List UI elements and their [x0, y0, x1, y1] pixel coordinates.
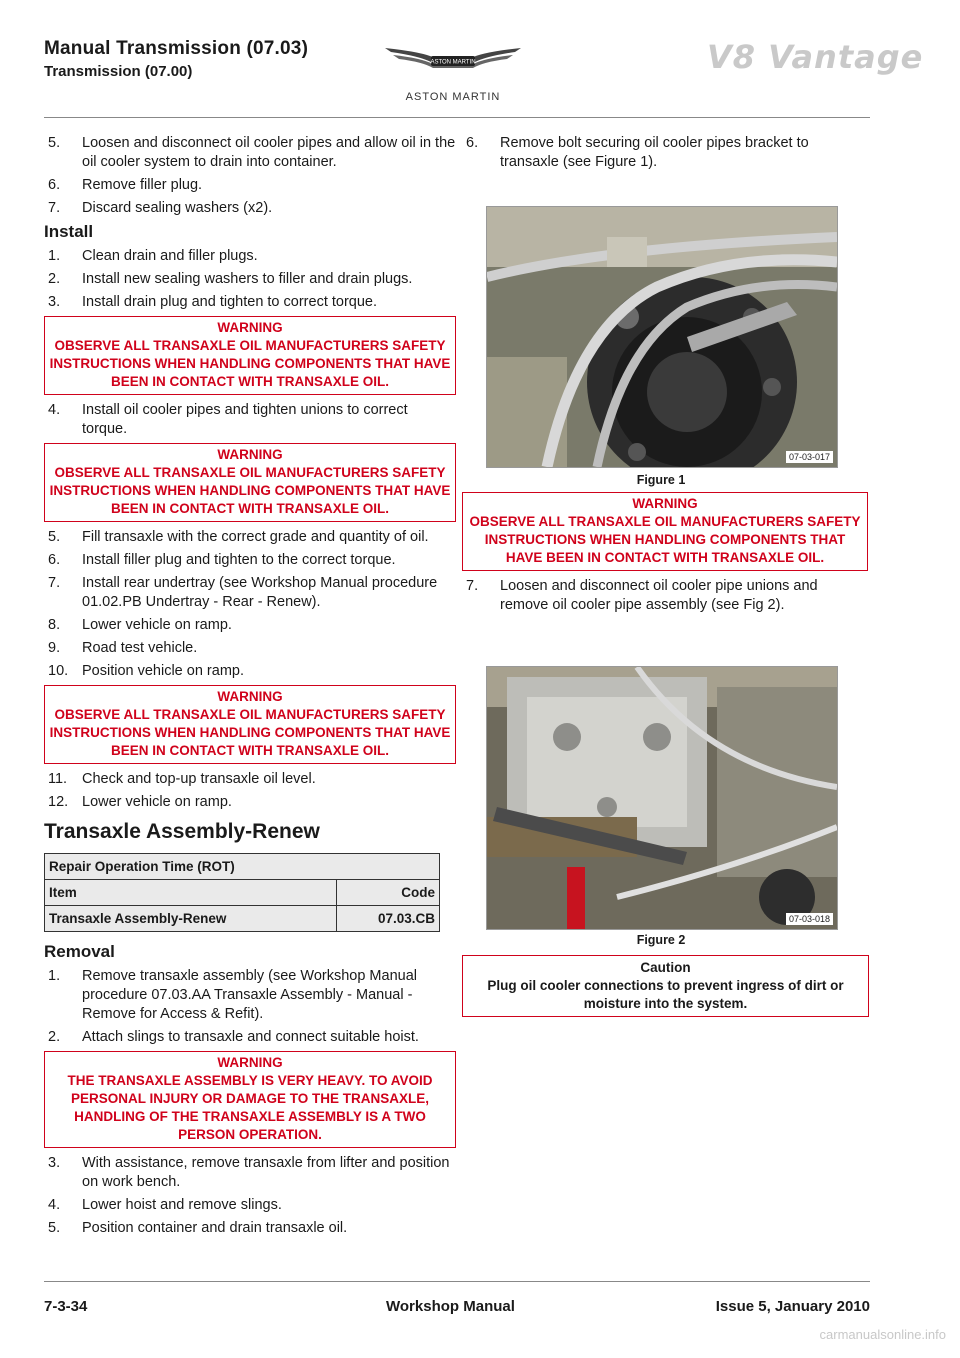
warning-text: OBSERVE ALL TRANSAXLE OIL MANUFACTURERS SAFETY INSTRUCTIONS WHEN HANDLING COMPONENTS THAT HAVE BEEN IN CONTACT WITH TRANSAXLE OIL.	[49, 465, 451, 516]
step-text: Remove transaxle assembly (see Workshop Manual procedure 07.03.AA Transaxle Assembly - Manual - Remove for Access & Refit).	[82, 968, 417, 1022]
step-text: Remove bolt securing oil cooler pipes bracket to transaxle (see Figure 1).	[500, 135, 809, 170]
header-subtitle: Transmission (07.00)	[44, 63, 193, 80]
step-text: Check and top-up transaxle oil level.	[82, 771, 316, 787]
step-number: 3.	[48, 294, 61, 310]
caution-label: Caution	[640, 960, 691, 975]
step-number: 5.	[48, 1220, 61, 1236]
list-item	[44, 528, 456, 547]
figure-2-tag: 07-03-018	[786, 913, 833, 925]
step-number: 11.	[48, 771, 68, 787]
step-text: Road test vehicle.	[82, 640, 198, 656]
warning-box	[44, 1051, 456, 1148]
figure-1-image	[486, 206, 838, 468]
header-divider	[44, 117, 870, 118]
step-number: 2.	[48, 271, 61, 287]
warning-box	[44, 316, 456, 395]
step-text: Install oil cooler pipes and tighten unions to correct torque.	[82, 402, 408, 437]
issue-date: Issue 5, January 2010	[715, 1298, 870, 1315]
step-text: Clean drain and filler plugs.	[82, 248, 258, 264]
figure-1-tag: 07-03-017	[786, 451, 833, 463]
step-number: 6.	[466, 135, 479, 151]
step-text: Fill transaxle with the correct grade and quantity of oil.	[82, 529, 429, 545]
figure-2-image	[486, 666, 838, 930]
figure-1-photo	[487, 207, 837, 467]
step-number: 7.	[48, 200, 61, 216]
step-number: 6.	[48, 177, 61, 193]
step-text: Lower hoist and remove slings.	[82, 1197, 282, 1213]
list-item	[44, 662, 456, 681]
list-item	[44, 639, 456, 658]
list-item	[44, 176, 456, 195]
left-column	[44, 134, 456, 1242]
step-number: 1.	[48, 968, 61, 984]
list-item	[462, 134, 868, 172]
list-item	[44, 967, 456, 1024]
rot-table	[44, 853, 440, 932]
caution-box	[462, 955, 869, 1017]
step-number: 3.	[48, 1155, 61, 1171]
page-number: 7-3-34	[44, 1298, 88, 1315]
step-number: 1.	[48, 248, 61, 264]
rot-row-item: Transaxle Assembly-Renew	[45, 906, 337, 932]
figure-1-caption: Figure 1	[636, 473, 686, 487]
caution-text: Plug oil cooler connections to prevent ingress of dirt or moisture into the system.	[487, 978, 844, 1011]
list-item	[44, 199, 456, 218]
header-title: Manual Transmission (07.03)	[44, 38, 309, 59]
rot-col-code: Code	[336, 880, 439, 906]
step-text: Discard sealing washers (x2).	[82, 200, 273, 216]
svg-text:ASTON MARTIN: ASTON MARTIN	[430, 59, 476, 66]
warning-label: WARNING	[217, 1055, 283, 1070]
step-number: 8.	[48, 617, 61, 633]
warning-label: WARNING	[217, 320, 283, 335]
step-text: With assistance, remove transaxle from lifter and position on work bench.	[82, 1155, 450, 1190]
figure-2-caption: Figure 2	[636, 933, 686, 947]
watermark: carmanualsonline.info	[819, 1327, 946, 1342]
step-number: 6.	[48, 552, 61, 568]
warning-text: OBSERVE ALL TRANSAXLE OIL MANUFACTURERS SAFETY INSTRUCTIONS WHEN HANDLING COMPONENTS THAT HAVE BEEN IN CONTACT WITH TRANSAXLE OIL.	[469, 514, 861, 565]
warning-label: WARNING	[217, 689, 283, 704]
list-item	[44, 1154, 456, 1192]
removal-heading: Removal	[44, 942, 115, 961]
warning-label: WARNING	[632, 496, 698, 511]
step-text: Attach slings to transaxle and connect suitable hoist.	[82, 1029, 419, 1045]
list-item	[44, 1028, 456, 1047]
install-heading: Install	[44, 222, 94, 241]
warning-text: THE TRANSAXLE ASSEMBLY IS VERY HEAVY. TO AVOID PERSONAL INJURY OR DAMAGE TO THE TRANSAXLE, HANDLING OF THE TRANSAXLE ASSEMBLY IS A TWO PERSON OPERATION.	[67, 1073, 433, 1142]
warning-box	[462, 492, 868, 571]
step-number: 10.	[48, 663, 69, 679]
rot-row-code: 07.03.CB	[336, 906, 439, 932]
step-text: Loosen and disconnect oil cooler pipes and allow oil in the oil cooler system to drain into container.	[82, 135, 456, 170]
list-item	[44, 401, 456, 439]
step-text: Lower vehicle on ramp.	[82, 617, 232, 633]
step-number: 4.	[48, 1197, 61, 1213]
step-text: Install new sealing washers to filler and drain plugs.	[82, 271, 413, 287]
step-text: Position vehicle on ramp.	[82, 663, 244, 679]
warning-label: WARNING	[217, 447, 283, 462]
manual-name: Workshop Manual	[386, 1298, 515, 1315]
footer-divider	[44, 1281, 870, 1282]
list-item	[44, 1196, 456, 1215]
brand-logo	[383, 42, 523, 112]
step-text: Install drain plug and tighten to correct torque.	[82, 294, 378, 310]
list-item	[462, 577, 868, 615]
list-item	[44, 270, 456, 289]
figure-2-photo	[487, 667, 837, 929]
step-text: Remove filler plug.	[82, 177, 203, 193]
brand-name: ASTON MARTIN	[405, 91, 501, 103]
step-text: Loosen and disconnect oil cooler pipe unions and remove oil cooler pipe assembly (see Fig 2).	[500, 578, 818, 613]
list-item	[44, 247, 456, 266]
step-text: Install rear undertray (see Workshop Manual procedure 01.02.PB Undertray - Rear - Renew).	[82, 575, 438, 610]
list-item	[44, 1219, 456, 1238]
list-item	[44, 551, 456, 570]
warning-box	[44, 685, 456, 764]
step-number: 7.	[466, 578, 479, 594]
list-item	[44, 793, 456, 812]
warning-text: OBSERVE ALL TRANSAXLE OIL MANUFACTURERS SAFETY INSTRUCTIONS WHEN HANDLING COMPONENTS THAT HAVE BEEN IN CONTACT WITH TRANSAXLE OIL.	[49, 707, 451, 758]
step-number: 12.	[48, 794, 69, 810]
warning-text: OBSERVE ALL TRANSAXLE OIL MANUFACTURERS SAFETY INSTRUCTIONS WHEN HANDLING COMPONENTS THAT HAVE BEEN IN CONTACT WITH TRANSAXLE OIL.	[49, 338, 451, 389]
section-heading: Transaxle Assembly-Renew	[44, 820, 320, 843]
right-column	[462, 134, 868, 176]
step-number: 7.	[48, 575, 61, 591]
list-item	[44, 574, 456, 612]
step-text: Install filler plug and tighten to the correct torque.	[82, 552, 396, 568]
wings-logo-icon	[383, 42, 523, 78]
warning-box	[44, 443, 456, 522]
step-number: 2.	[48, 1029, 61, 1045]
list-item	[44, 770, 456, 789]
step-number: 5.	[48, 529, 61, 545]
model-name: V8 Vantage	[707, 38, 924, 76]
list-item	[44, 293, 456, 312]
list-item	[44, 134, 456, 172]
rot-col-item: Item	[45, 880, 337, 906]
step-number: 9.	[48, 640, 61, 656]
step-text: Lower vehicle on ramp.	[82, 794, 232, 810]
step-number: 5.	[48, 135, 61, 151]
step-number: 4.	[48, 402, 61, 418]
list-item	[44, 616, 456, 635]
right-column-lower	[462, 492, 868, 619]
rot-title: Repair Operation Time (ROT)	[45, 854, 440, 880]
step-text: Position container and drain transaxle oil.	[82, 1220, 348, 1236]
